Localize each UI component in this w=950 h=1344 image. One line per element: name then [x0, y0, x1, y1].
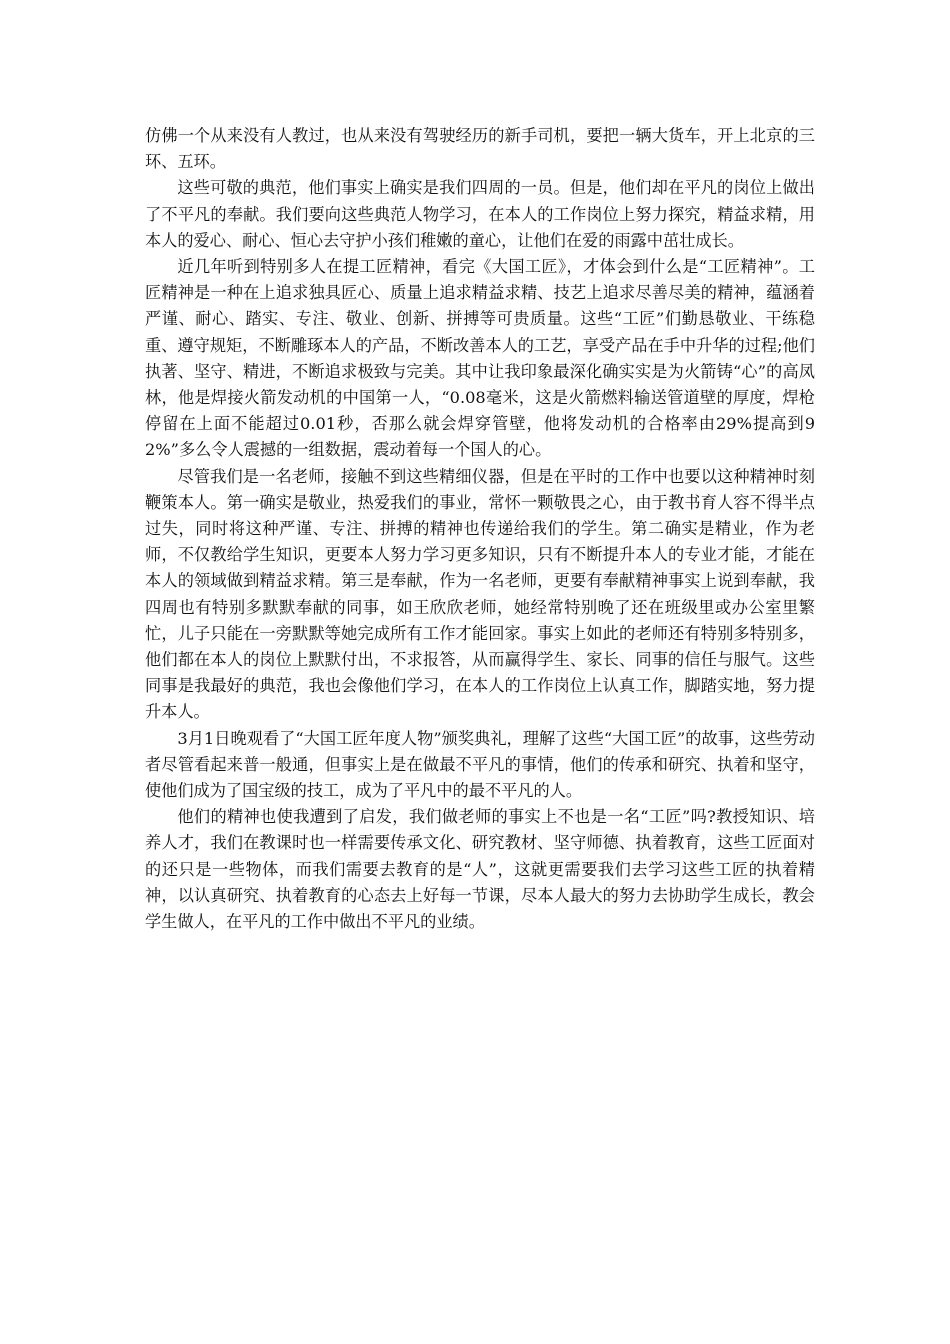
paragraph-5: 3月1日晚观看了“大国工匠年度人物”颁奖典礼，理解了这些“大国工匠”的故事，这些劳动者尽管看起来普一般通，但事实上是在做最不平凡的事情，他们的传承和研究、执着和坚守，使他们成为了国宝级的技工，成为了平凡中的最不平凡的人。: [145, 728, 815, 801]
paragraph-2: 这些可敬的典范，他们事实上确实是我们四周的一员。但是，他们却在平凡的岗位上做出了不平凡的奉献。我们要向这些典范人物学习，在本人的工作岗位上努力探究，精益求精，用本人的爱心、耐心、恒心去守护小孩们稚嫩的童心，让他们在爱的雨露中茁壮成长。: [145, 178, 815, 250]
paragraph-4: 尽管我们是一名老师，接触不到这些精细仪器，但是在平时的工作中也要以这种精神时刻鞭策本人。第一确实是敬业，热爱我们的事业，常怀一颗敬畏之心，由于教书育人容不得半点过失，同时将这种严谨、专注、拼搏的精神也传递给我们的学生。第二确实是精业，作为老师，不仅教给学生知识，更要本人努力学习更多知识，只有不断提升本人的专业才能，才能在本人的领域做到精益求精。第三是奉献，作为一名老师，更要有奉献精神事实上说到奉献，我四周也有特别多默默奉献的同事，如王欣欣老师，她经常特别晚了还在班级里或办公室里繁忙，儿子只能在一旁默默等她完成所有工作才能回家。事实上如此的老师还有特别多特别多，他们都在本人的岗位上默默付出，不求报答，从而赢得学生、家长、同事的信任与服气。这些同事是我最好的典范，我也会像他们学习，在本人的工作岗位上认真工作，脚踏实地，努力提升本人。: [145, 466, 815, 722]
document-body: [145, 123, 815, 935]
paragraph-3: 近几年听到特别多人在提工匠精神，看完《大国工匠》，才体会到什么是“工匠精神”。工匠精神是一种在上追求独具匠心、质量上追求精益求精、技艺上追求尽善尽美的精神，蕴涵着严谨、耐心、踏实、专注、敬业、创新、拼搏等可贵质量。这些“工匠”们勤恳敬业、干练稳重、遵守规矩，不断雕琢本人的产品，不断改善本人的工艺，享受产品在手中升华的过程;他们执著、坚守、精进，不断追求极致与完美。其中让我印象最深化确实实是为火箭铸“心”的高凤林，他是焊接火箭发动机的中国第一人，“0.08毫米，这是火箭燃料输送管道壁的厚度，焊枪停留在上面不能超过0.01秒，否那么就会焊穿管壁，他将发动机的合格率由29%提高到92%”多么令人震撼的一组数据，震动着每一个国人的心。: [145, 257, 815, 460]
paragraph-6: 他们的精神也使我遭到了启发，我们做老师的事实上不也是一名“工匠”吗?教授知识、培养人才，我们在教课时也一样需要传承文化、研究教材、坚守师德、执着教育，这些工匠面对的还只是一些物体，而我们需要去教育的是“人”，这就更需要我们去学习这些工匠的执着精神，以认真研究、执着教育的心态去上好每一节课，尽本人最大的努力去协助学生成长，教会学生做人，在平凡的工作中做出不平凡的业绩。: [145, 807, 815, 932]
paragraph-1: 仿佛一个从来没有人教过，也从来没有驾驶经历的新手司机，要把一辆大货车，开上北京的三环、五环。: [145, 126, 815, 172]
